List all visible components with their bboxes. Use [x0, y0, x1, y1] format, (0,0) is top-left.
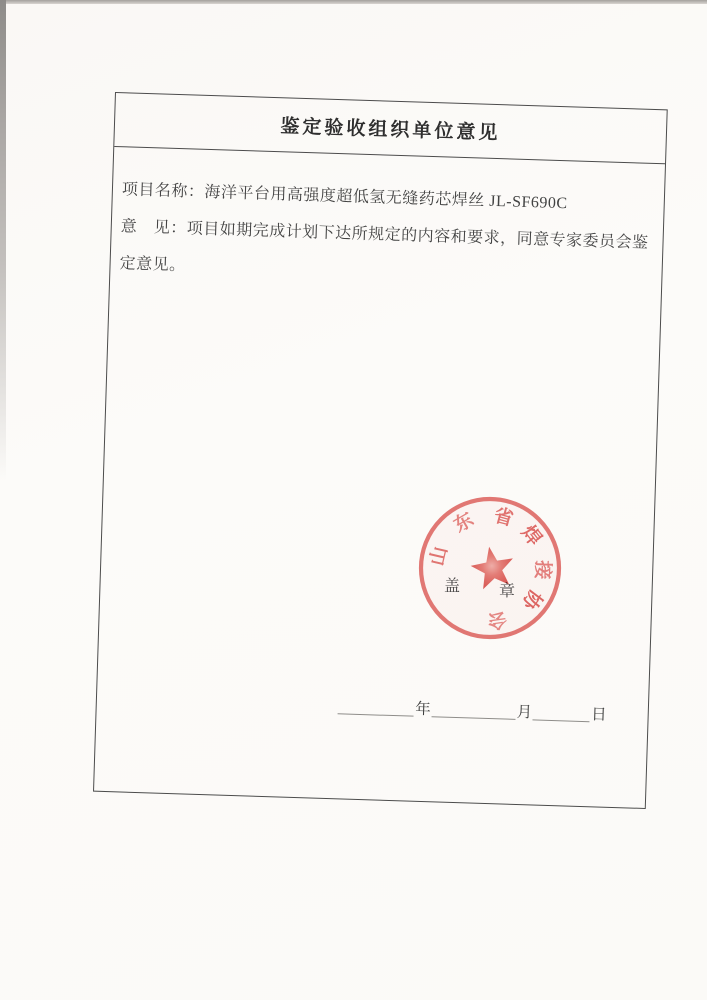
- svg-text:接: 接: [531, 559, 553, 580]
- opinion-field: [119, 208, 651, 299]
- day-label: 日: [590, 706, 607, 724]
- month-blank-field: [431, 700, 515, 720]
- opinion-form-table: [93, 92, 668, 809]
- svg-text:焊: 焊: [516, 522, 546, 550]
- svg-text:协: 协: [517, 585, 546, 614]
- opinion-value: 项目如期完成计划下达所规定的内容和要求，同意专家委员会鉴定意见。: [119, 220, 649, 275]
- svg-text:省: 省: [491, 505, 516, 531]
- form-body-cell: [94, 147, 665, 806]
- month-label: 月: [516, 703, 533, 722]
- project-name-label: 项目名称：: [121, 181, 205, 201]
- svg-text:会: 会: [486, 607, 509, 632]
- scan-edge-top-shadow: [0, 0, 707, 4]
- svg-text:山: 山: [426, 544, 452, 568]
- form-title: 鉴定验收组织单位意见: [280, 116, 501, 145]
- project-name-value: 海洋平台用高强度超低氢无缝药芯焊丝 JL-SF690C: [204, 183, 568, 213]
- svg-text:东: 东: [450, 509, 478, 537]
- official-red-seal-stamp: [415, 493, 565, 643]
- day-blank-field: [533, 703, 591, 722]
- signature-date-line: [338, 688, 609, 733]
- year-label: 年: [414, 700, 431, 719]
- opinion-label: 意 见：: [120, 218, 188, 238]
- year-blank-field: [338, 697, 414, 716]
- scan-edge-left-shadow: [0, 0, 6, 480]
